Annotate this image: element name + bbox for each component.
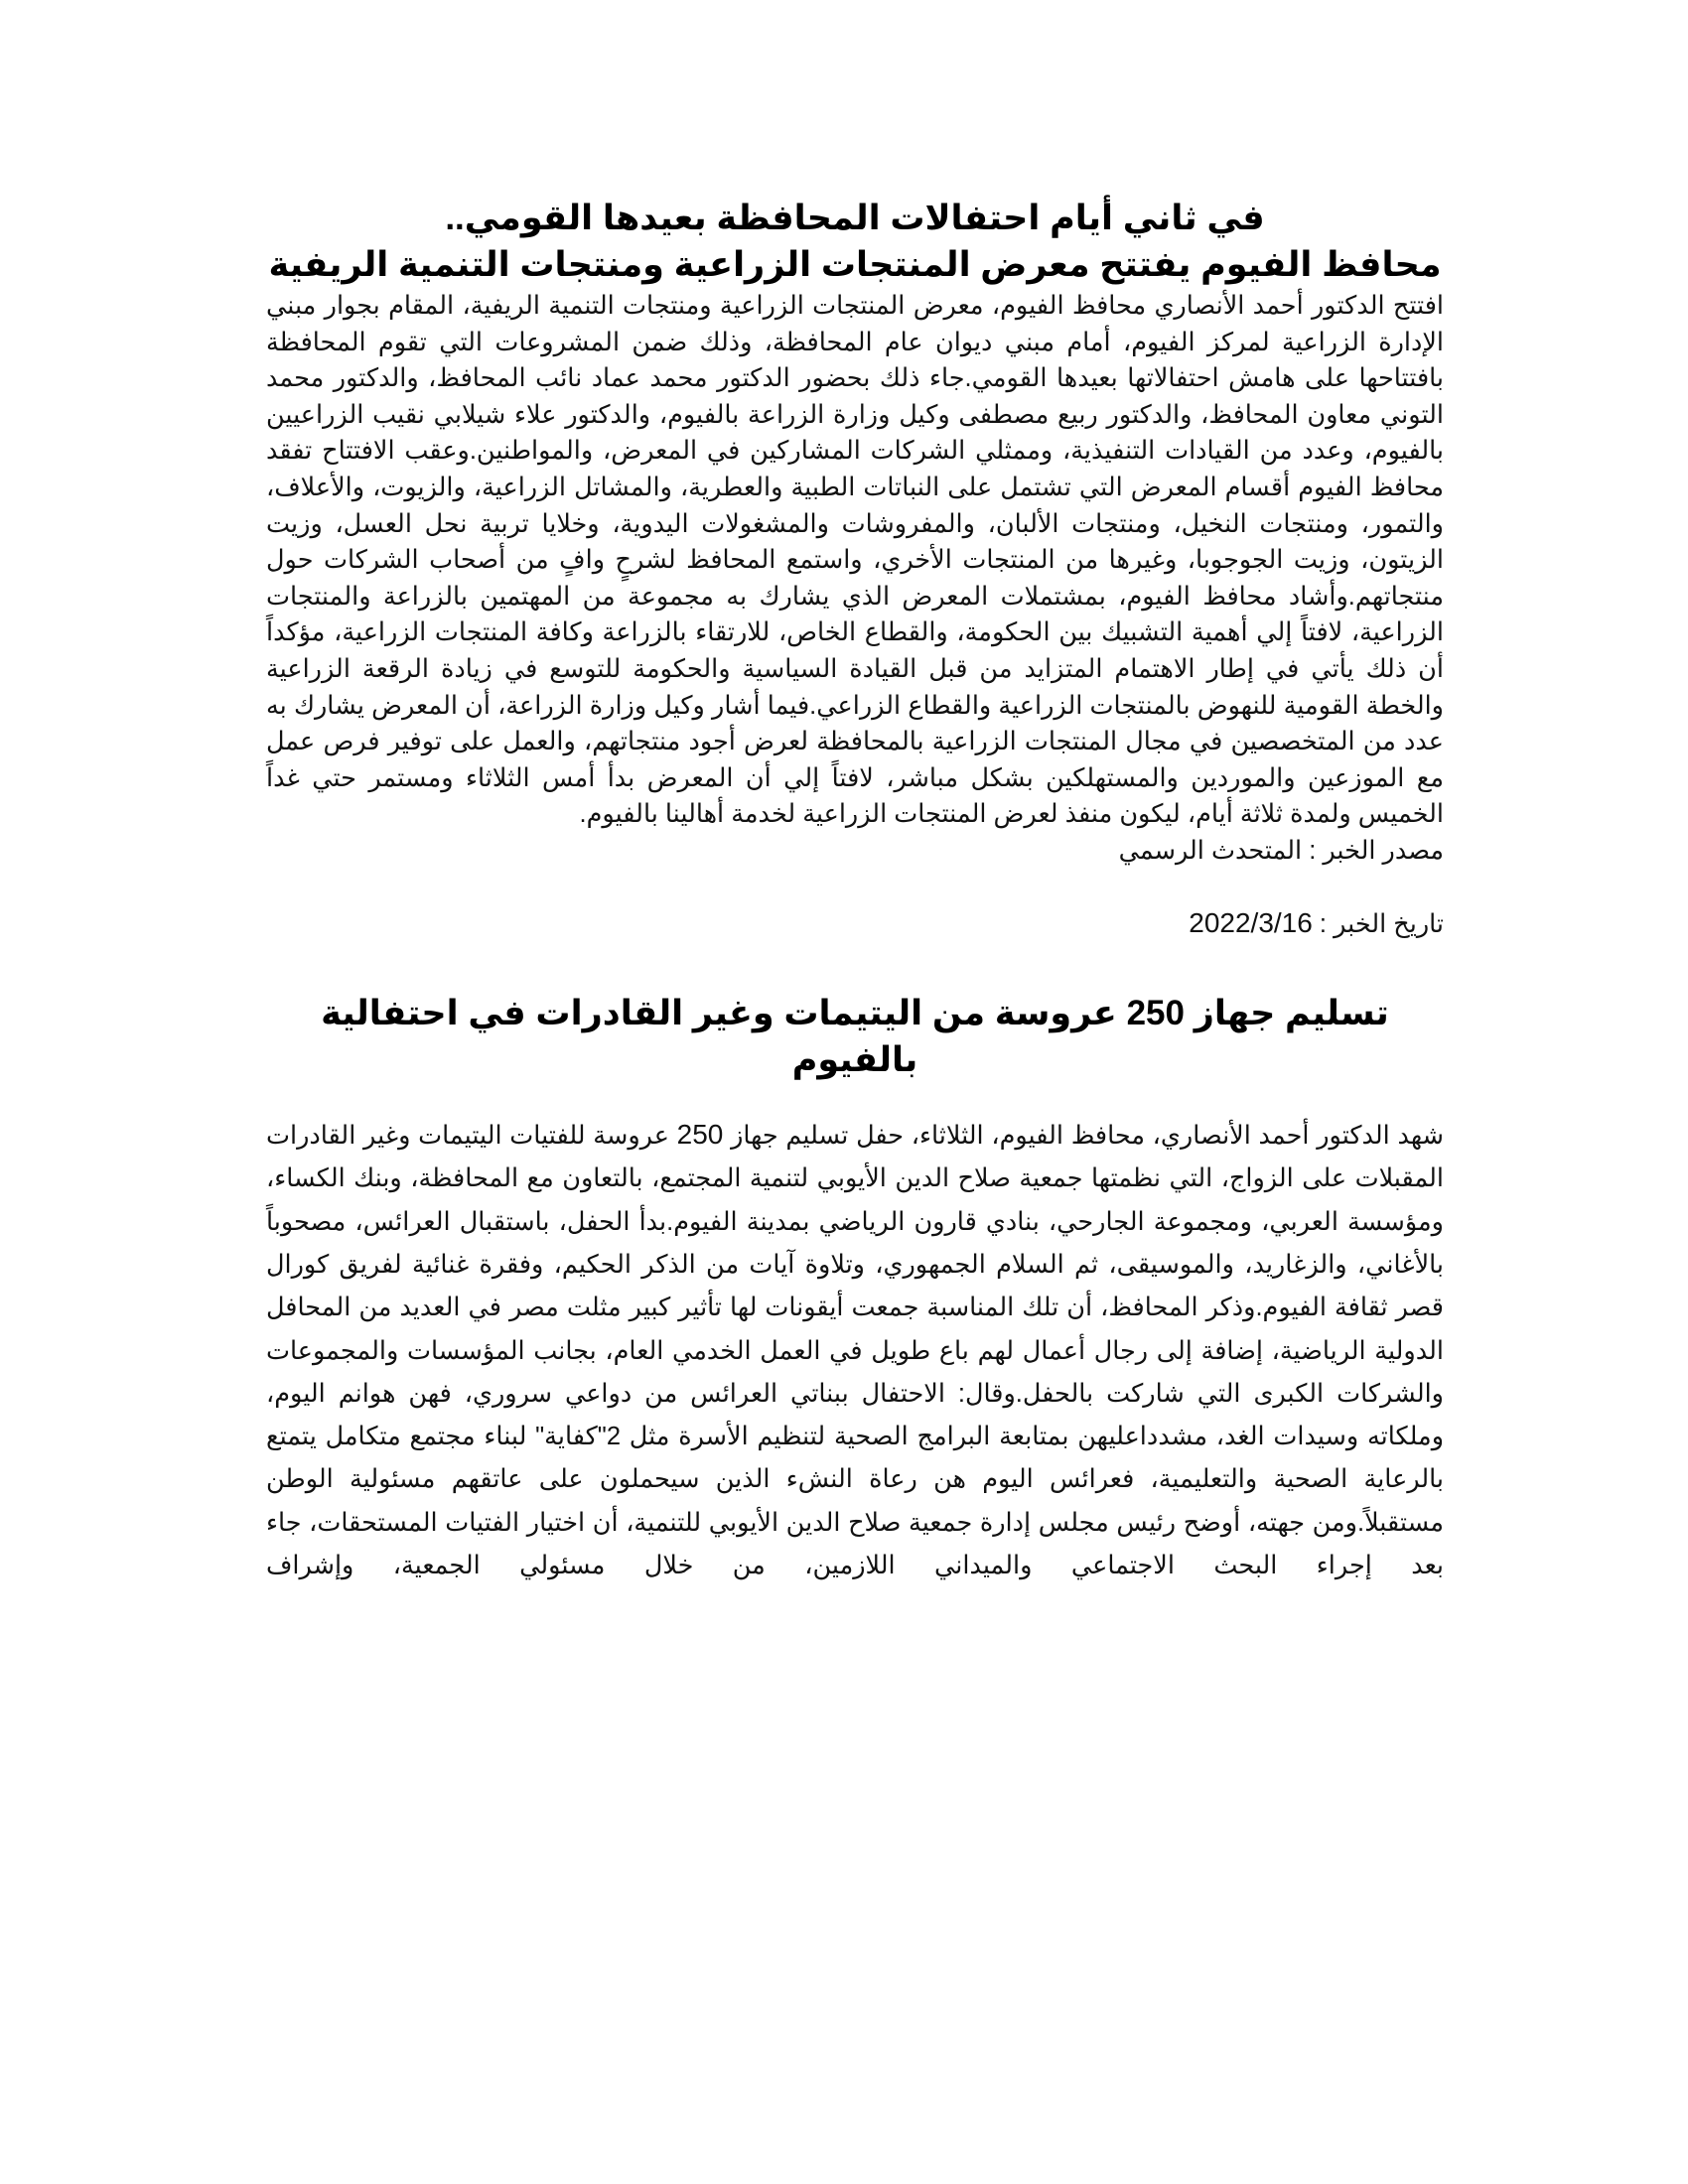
article-2-headline-suffix: عروسة من اليتيمات وغير القادرات في احتفالية بالفيوم <box>321 994 1117 1080</box>
document-page <box>266 195 1444 1587</box>
article-1-body: افتتح الدكتور أحمد الأنصاري محافظ الفيوم، معرض المنتجات الزراعية ومنتجات التنمية الريفية، المقام بجوار مبني الإدارة الزراعية لمركز الفيوم، أمام مبني ديوان عام المحافظة، وذلك ضمن المشروعات التي تقوم المحافظة بافتتاحها على هامش احتفالاتها بعيدها القومي.جاء ذلك بحضور الدكتور محمد عماد نائب المحافظ، والدكتور محمد التوني معاون المحافظ، والدكتور ربيع مصطفى وكيل وزارة الزراعة بالفيوم، والدكتور علاء شيلابي نقيب الزراعيين بالفيوم، وعدد من القيادات التنفيذية، وممثلي الشركات المشاركين في المعرض، والمواطنين.وعقب الافتتاح تفقد محافظ الفيوم أقسام المعرض التي تشتمل على النباتات الطبية والعطرية، والمشاتل الزراعية، والزيوت، والأعلاف، والتمور، ومنتجات النخيل، ومنتجات الألبان، والمفروشات والمشغولات اليدوية، وخلايا تربية نحل العسل، وزيت الزيتون، وزيت الجوجوبا، وغيرها من المنتجات الأخري، واستمع المحافظ لشرحٍ وافٍ من أصحاب الشركات حول منتجاتهم.وأشاد محافظ الفيوم، بمشتملات المعرض الذي يشارك به مجموعة من المهتمين بالزراعة والمنتجات الزراعية، لافتاً إلي أهمية التشبيك بين الحكومة، والقطاع الخاص، للارتقاء بالزراعة وكافة المنتجات الزراعية، مؤكداً أن ذلك يأتي في إطار الاهتمام المتزايد من قبل القيادة السياسية والحكومة للتوسع في زيادة الرقعة الزراعية والخطة القومية للنهوض بالمنتجات الزراعية والقطاع الزراعي.فيما أشار وكيل وزارة الزراعة، أن المعرض يشارك به عدد من المتخصصين في مجال المنتجات الزراعية بالمحافظة لعرض أجود منتجاتهم، والعمل على توفير فرص عمل مع الموزعين والموردين والمستهلكين بشكل مباشر، لافتاً إلي أن المعرض بدأ أمس الثلاثاء ومستمر حتي غداً الخميس ولمدة ثلاثة أيام، ليكون منفذ لعرض المنتجات الزراعية لخدمة أهالينا بالفيوم. <box>266 292 1444 829</box>
article-1-date-label: تاريخ الخبر : <box>1319 909 1444 938</box>
article-1-headline-line-1: في ثاني أيام احتفالات المحافظة بعيدها القومي.. <box>445 199 1265 237</box>
article-2-body-number: 250 <box>676 1119 724 1151</box>
article-1-source: مصدر الخبر : المتحدث الرسمي <box>1118 836 1444 865</box>
article-2-headline-number: 250 <box>1126 994 1185 1033</box>
article-2-body-text: عروسة للفتيات اليتيمات وغير القادرات المقبلات على الزواج، التي نظمتها جمعية صلاح الدين الأيوبي لتنمية المجتمع، بالتعاون مع المحافظة، وبنك الكساء، ومؤسسة العربي، ومجموعة الجارحي، بنادي قارون الرياضي بمدينة الفيوم.بدأ الحفل، باستقبال العرائس، مصحوباً بالأغاني، والزغاريد، والموسيقى، ثم السلام الجمهوري، وتلاوة آيات من الذكر الحكيم، وفقرة غنائية لفريق كورال قصر ثقافة الفيوم.وذكر المحافظ، أن تلك المناسبة جمعت أيقونات لها تأثير كبير مثلت مصر في العديد من المحافل الدولية الرياضية، إضافة إلى رجال أعمال لهم باع طويل في العمل الخدمي العام، بجانب المؤسسات والمجموعات والشركات الكبرى التي شاركت بالحفل.وقال: الاحتفال ببناتي العرائس من دواعي سروري، فهن هوانم اليوم، وملكاته وسيدات الغد، مشدداعليهن بمتابعة البرامج الصحية لتنظيم الأسرة مثل 2"كفاية" لبناء مجتمع متكامل يتمتع بالرعاية الصحية والتعليمية، فعرائس اليوم هن رعاة النشء الذين سيحملون على عاتقهم مسئولية الوطن مستقبلاً.ومن جهته، أوضح رئيس مجلس إدارة جمعية صلاح الدين الأيوبي للتنمية، أن اختيار الفتيات المستحقات، جاء بعد إجراء البحث الاجتماعي والميداني اللازمين، من خلال مسئولي الجمعية، وإشراف <box>266 1122 1445 1580</box>
article-1-date-value: 2022/3/16 <box>1189 906 1313 938</box>
article-2-body-prefix: شهد الدكتور أحمد الأنصاري، محافظ الفيوم، الثلاثاء، حفل تسليم جهاز <box>731 1122 1444 1151</box>
article-1-date <box>266 905 1444 943</box>
article-2-headline-prefix: تسليم جهاز <box>1194 994 1389 1033</box>
article-2-body <box>266 1113 1444 1587</box>
article-bride-kits <box>266 990 1444 1587</box>
article-2-headline <box>266 990 1444 1083</box>
article-1-headline-line-2: محافظ الفيوم يفتتح معرض المنتجات الزراعية ومنتجات التنمية الريفية <box>268 245 1442 284</box>
article-fayoum-exhibition <box>266 195 1444 942</box>
article-1-headline <box>266 195 1444 288</box>
